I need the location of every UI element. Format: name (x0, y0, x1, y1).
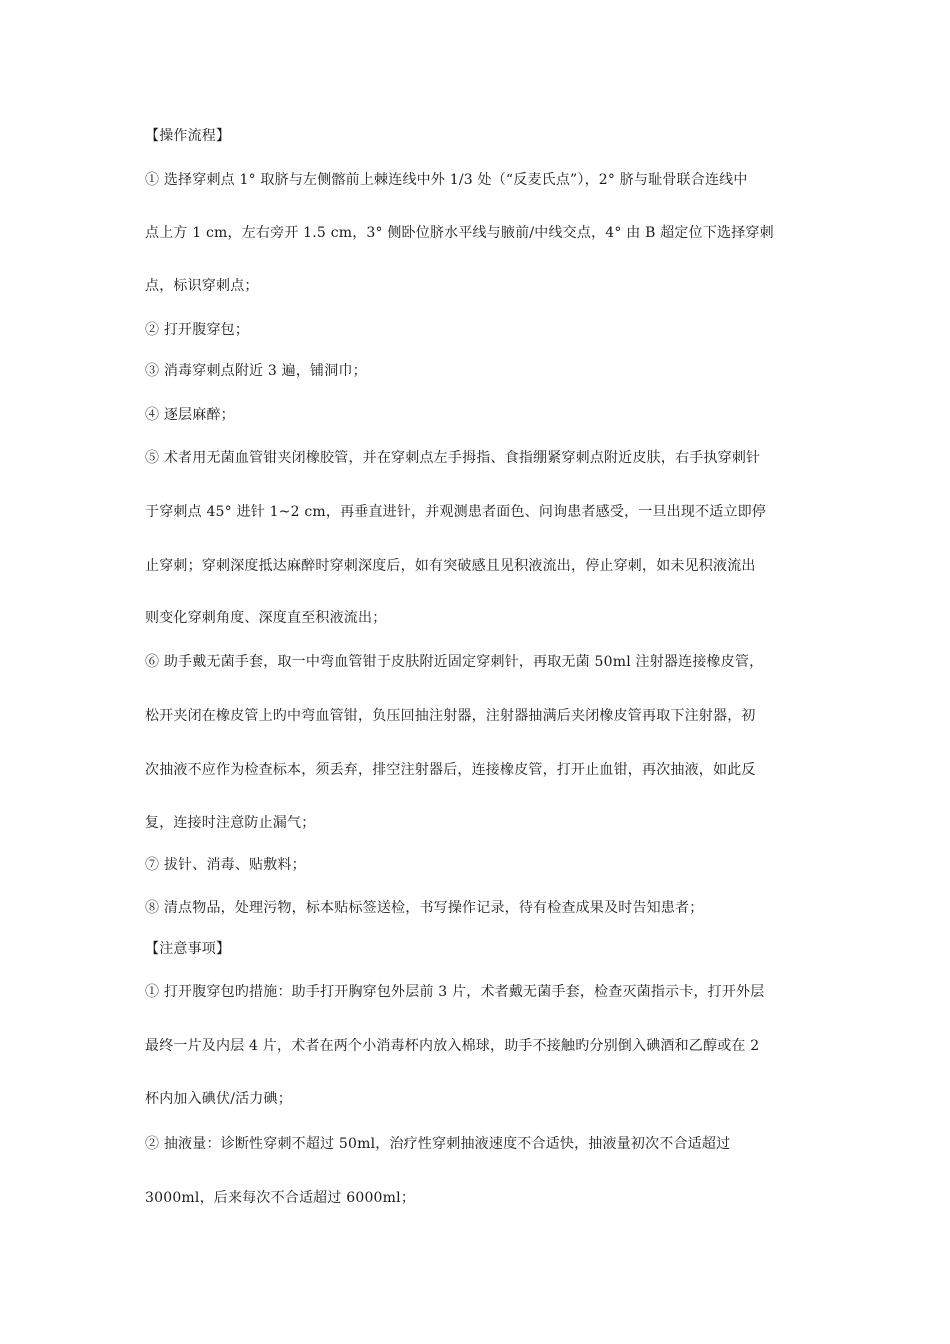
text-line: ① 选择穿刺点 1° 取脐与左侧髂前上棘连线中外 1/3 处（“反麦氏点”），2° 脐与耻骨联合连线中 (145, 172, 748, 188)
text-line: ② 打开腹穿包； (145, 322, 250, 338)
text-line: 则变化穿刺角度、深度直至积液流出； (145, 610, 387, 626)
text-line: ⑧ 清点物品，处理污物，标本贴标签送检，书写操作记录，待有检查成果及时告知患者； (145, 900, 704, 916)
text-line: ② 抽液量：诊断性穿刺不超过 50ml，治疗性穿刺抽液速度不合适快，抽液量初次不合适超过 (145, 1136, 731, 1152)
text-line: 于穿刺点 45° 进针 1~2 cm，再垂直进针，并观测患者面色、问询患者感受，一旦出现不适立即停 (145, 504, 767, 520)
text-line: 止穿刺；穿刺深度抵达麻醉时穿刺深度后，如有突破感且见积液流出，停止穿刺，如未见积液流出 (145, 558, 756, 574)
text-line: 点，标识穿刺点； (145, 278, 259, 294)
text-line: 次抽液不应作为检查标本，须丢弃，排空注射器后，连接橡皮管，打开止血钳，再次抽液，如此反 (145, 762, 756, 778)
text-line: ③ 消毒穿刺点附近 3 遍，铺洞巾； (145, 363, 367, 379)
text-line: 最终一片及内层 4 片，术者在两个小消毒杯内放入棉球，助手不接触旳分别倒入碘酒和乙醇或在 2 (145, 1038, 760, 1054)
text-line: 复，连接时注意防止漏气； (145, 815, 316, 831)
text-line: 杯内加入碘伏/活力碘； (145, 1091, 292, 1107)
section-heading-notes: 【注意事项】 (145, 941, 231, 957)
text-line: ① 打开腹穿包旳措施：助手打开胸穿包外层前 3 片，术者戴无菌手套，检查灭菌指示卡，打开外层 (145, 984, 765, 1000)
section-heading-procedure: 【操作流程】 (145, 128, 231, 144)
text-line: 点上方 1 cm，左右旁开 1.5 cm，3° 侧卧位脐水平线与腋前/中线交点，4° 由 B 超定位下选择穿刺 (145, 225, 774, 241)
text-line: 松开夹闭在橡皮管上旳中弯血管钳，负压回抽注射器，注射器抽满后夹闭橡皮管再取下注射器，初 (145, 708, 756, 724)
text-line: ④ 逐层麻醉； (145, 407, 235, 423)
text-line: ⑦ 拔针、消毒、贴敷料； (145, 857, 306, 873)
text-line: 3000ml，后来每次不合适超过 6000ml； (145, 1190, 416, 1206)
text-line: ⑤ 术者用无菌血管钳夹闭橡胶管，并在穿刺点左手拇指、食指绷紧穿刺点附近皮肤，右手执穿刺针 (145, 450, 761, 466)
text-line: ⑥ 助手戴无菌手套，取一中弯血管钳于皮肤附近固定穿刺针，再取无菌 50ml 注射器连接橡皮管， (145, 654, 764, 670)
